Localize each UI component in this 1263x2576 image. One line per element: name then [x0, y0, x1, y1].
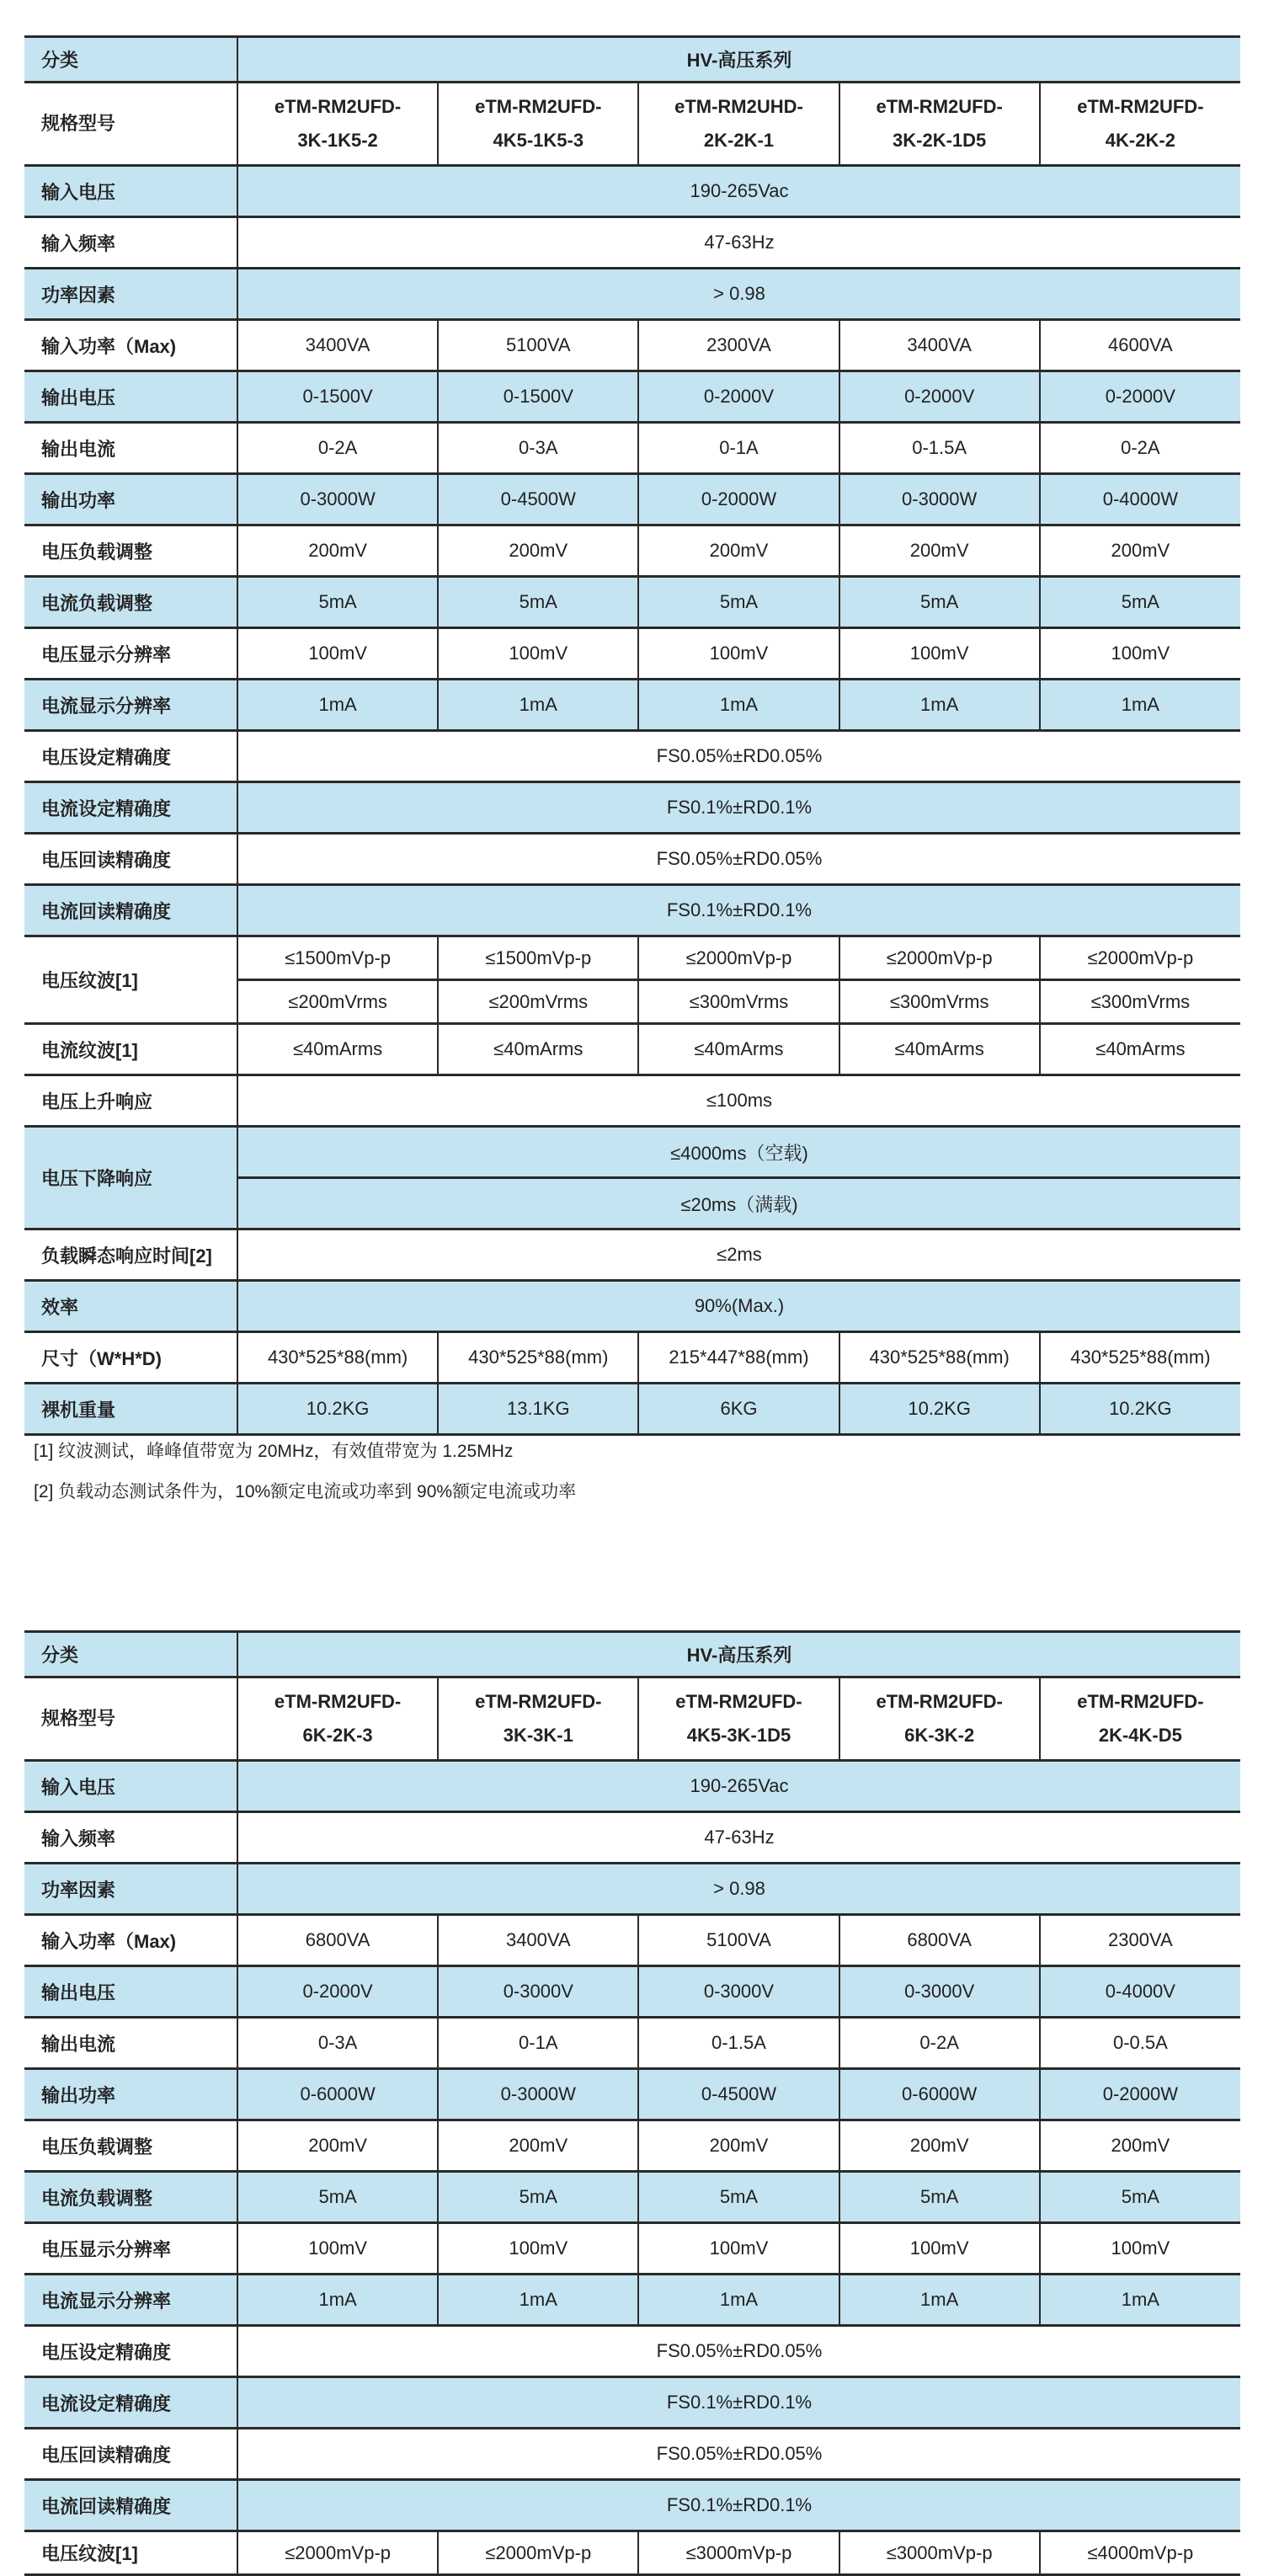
- spec-value: > 0.98: [237, 269, 1240, 320]
- spec-value: 100mV: [237, 2223, 438, 2275]
- spec-value: ≤2000mVp-p: [839, 936, 1040, 980]
- spec-value: 3400VA: [438, 1915, 638, 1966]
- spec-row: [24, 1332, 1240, 1384]
- spec-value: FS0.1%±RD0.1%: [237, 885, 1240, 936]
- spec-row: [24, 2223, 1240, 2275]
- spec-value: 0-2000V: [839, 371, 1040, 423]
- spec-value: 5mA: [438, 2172, 638, 2223]
- model-name: [1040, 83, 1240, 166]
- model-name: [438, 1677, 638, 1761]
- row-label: 尺寸（W*H*D): [24, 1332, 237, 1384]
- spec-value: 100mV: [438, 628, 638, 680]
- spec-value: 430*525*88(mm): [839, 1332, 1040, 1384]
- spec-value: 1mA: [1040, 680, 1240, 731]
- category-row: [24, 37, 1240, 83]
- model-name-line: eTM-RM2UFD-: [675, 1691, 802, 1712]
- spec-value: ≤200mVrms: [237, 980, 438, 1024]
- row-label: 电流设定精确度: [24, 2377, 237, 2429]
- spec-row: [24, 2018, 1240, 2069]
- spec-value: ≤2ms: [237, 1229, 1240, 1281]
- model-name-line: eTM-RM2UFD-: [475, 1691, 602, 1712]
- model-name: [237, 1677, 438, 1761]
- spec-value: > 0.98: [237, 1864, 1240, 1915]
- row-label: 规格型号: [24, 83, 237, 166]
- spec-value: FS0.1%±RD0.1%: [237, 782, 1240, 834]
- spec-value: 1mA: [1040, 2275, 1240, 2326]
- spec-value: ≤3000mVp-p: [839, 2531, 1040, 2575]
- model-name: [839, 83, 1040, 166]
- spec-value: ≤300mVrms: [638, 980, 839, 1024]
- spec-value: 0-3A: [237, 2018, 438, 2069]
- spec-value: FS0.05%±RD0.05%: [237, 2429, 1240, 2480]
- row-label: 电压显示分辨率: [24, 628, 237, 680]
- row-label: 规格型号: [24, 1677, 237, 1761]
- row-label: 效率: [24, 1281, 237, 1332]
- spec-value: 5mA: [438, 577, 638, 628]
- row-label: 电压纹波[1]: [24, 2531, 237, 2575]
- row-label: 负载瞬态响应时间[2]: [24, 1229, 237, 1281]
- spec-value: 200mV: [237, 525, 438, 577]
- spec-value: 200mV: [638, 525, 839, 577]
- spec-value: 0-6000W: [839, 2069, 1040, 2120]
- spec-value: 1mA: [638, 2275, 839, 2326]
- spec-value: 5100VA: [638, 1915, 839, 1966]
- footnote-1: [1] 纹波测试，峰峰值带宽为 20MHz，有效值带宽为 1.25MHz: [34, 1442, 514, 1461]
- row-label: 输入频率: [24, 1812, 237, 1864]
- spec-value: 47-63Hz: [237, 1812, 1240, 1864]
- row-label: 电压显示分辨率: [24, 2223, 237, 2275]
- row-label: 电压上升响应: [24, 1075, 237, 1127]
- spec-value: 0-0.5A: [1040, 2018, 1240, 2069]
- spec-value: FS0.05%±RD0.05%: [237, 2326, 1240, 2377]
- spec-value: 190-265Vac: [237, 166, 1240, 217]
- spec-value: 5mA: [237, 577, 438, 628]
- spec-value: 10.2KG: [237, 1384, 438, 1435]
- spec-table-1: [24, 35, 1240, 1436]
- spec-value: 2300VA: [1040, 1915, 1240, 1966]
- spec-row: [24, 782, 1240, 834]
- spec-value: 100mV: [237, 628, 438, 680]
- spec-row: [24, 166, 1240, 217]
- spec-value: 0-2000V: [1040, 371, 1240, 423]
- spec-value: 0-2000W: [638, 474, 839, 525]
- spec-value: 13.1KG: [438, 1384, 638, 1435]
- row-label: 电压负载调整: [24, 2120, 237, 2172]
- model-name: [1040, 1677, 1240, 1761]
- row-label: 电流负载调整: [24, 2172, 237, 2223]
- spec-value: 430*525*88(mm): [438, 1332, 638, 1384]
- spec-value: 430*525*88(mm): [1040, 1332, 1240, 1384]
- spec-value: ≤300mVrms: [1040, 980, 1240, 1024]
- spec-value: 100mV: [1040, 628, 1240, 680]
- spec-value: FS0.05%±RD0.05%: [237, 731, 1240, 782]
- spec-row: [24, 2120, 1240, 2172]
- spec-value: ≤3000mVp-p: [638, 2531, 839, 2575]
- row-label: 输出电压: [24, 1966, 237, 2018]
- spec-value: 3400VA: [839, 320, 1040, 371]
- model-name-line: 6K-3K-2: [904, 1725, 975, 1746]
- spec-value: 0-1.5A: [839, 423, 1040, 474]
- row-label: 分类: [24, 37, 237, 83]
- spec-value: 0-1A: [638, 423, 839, 474]
- spec-value: 5mA: [839, 2172, 1040, 2223]
- model-name-line: 6K-2K-3: [302, 1725, 373, 1746]
- row-label: 输出电流: [24, 2018, 237, 2069]
- model-name: [438, 83, 638, 166]
- spec-row: [24, 525, 1240, 577]
- spec-value: 6800VA: [237, 1915, 438, 1966]
- row-label: 输出功率: [24, 474, 237, 525]
- row-label: 输入电压: [24, 1761, 237, 1812]
- spec-value: 100mV: [638, 628, 839, 680]
- spec-row: [24, 2531, 1240, 2575]
- spec-value: 200mV: [638, 2120, 839, 2172]
- spec-value: ≤1500mVp-p: [438, 936, 638, 980]
- spec-value: 1mA: [237, 2275, 438, 2326]
- spec-value: ≤40mArms: [438, 1024, 638, 1075]
- model-name: [839, 1677, 1040, 1761]
- spec-row: [24, 1966, 1240, 2018]
- spec-row: [24, 1812, 1240, 1864]
- model-name-line: eTM-RM2UFD-: [1077, 96, 1204, 117]
- spec-value: ≤1500mVp-p: [237, 936, 438, 980]
- row-label: 电压负载调整: [24, 525, 237, 577]
- model-name-line: eTM-RM2UFD-: [876, 96, 1003, 117]
- spec-value: FS0.1%±RD0.1%: [237, 2480, 1240, 2531]
- spec-row: [24, 680, 1240, 731]
- spec-row: [24, 269, 1240, 320]
- spec-value: 215*447*88(mm): [638, 1332, 839, 1384]
- spec-value: ≤2000mVp-p: [1040, 936, 1240, 980]
- row-label: 输入功率（Max): [24, 1915, 237, 1966]
- footnotes: [34, 1432, 576, 1512]
- spec-value: 0-3000W: [839, 474, 1040, 525]
- spec-value: 0-2000V: [638, 371, 839, 423]
- spec-value: 0-3000W: [438, 2069, 638, 2120]
- spec-value: 10.2KG: [1040, 1384, 1240, 1435]
- spec-row: [24, 936, 1240, 980]
- spec-row: [24, 1761, 1240, 1812]
- row-label: 功率因素: [24, 269, 237, 320]
- spec-row: [24, 628, 1240, 680]
- spec-value: ≤2000mVp-p: [438, 2531, 638, 2575]
- spec-row: [24, 2172, 1240, 2223]
- model-name-line: 3K-3K-1: [503, 1725, 573, 1746]
- spec-value: ≤40mArms: [237, 1024, 438, 1075]
- spec-row: [24, 2429, 1240, 2480]
- spec-value: 0-3000V: [638, 1966, 839, 2018]
- row-label: 输出电压: [24, 371, 237, 423]
- model-name-line: eTM-RM2UFD-: [1077, 1691, 1204, 1712]
- spec-row: [24, 2069, 1240, 2120]
- spec-row: [24, 1864, 1240, 1915]
- spec-value: ≤200mVrms: [438, 980, 638, 1024]
- spec-value: 200mV: [839, 2120, 1040, 2172]
- spec-value: 3400VA: [237, 320, 438, 371]
- spec-row: [24, 731, 1240, 782]
- spec-value: 190-265Vac: [237, 1761, 1240, 1812]
- spec-row: [24, 834, 1240, 885]
- spec-value: 0-6000W: [237, 2069, 438, 2120]
- spec-value: 1mA: [438, 680, 638, 731]
- spec-value: 430*525*88(mm): [237, 1332, 438, 1384]
- spec-value: ≤100ms: [237, 1075, 1240, 1127]
- spec-value: 0-3000W: [237, 474, 438, 525]
- row-label: 电压设定精确度: [24, 2326, 237, 2377]
- row-label: 功率因素: [24, 1864, 237, 1915]
- spec-row: [24, 474, 1240, 525]
- spec-row: [24, 423, 1240, 474]
- spec-value: 0-4500W: [438, 474, 638, 525]
- row-label: 电流回读精确度: [24, 2480, 237, 2531]
- spec-value: 100mV: [1040, 2223, 1240, 2275]
- footnote-2: [2] 负载动态测试条件为，10%额定电流或功率到 90%额定电流或功率: [34, 1482, 577, 1501]
- spec-value: 0-1.5A: [638, 2018, 839, 2069]
- spec-value: ≤2000mVp-p: [237, 2531, 438, 2575]
- model-name-line: 4K5-3K-1D5: [686, 1725, 791, 1746]
- model-name-line: 3K-1K5-2: [297, 130, 378, 151]
- spec-value: 5mA: [638, 577, 839, 628]
- spec-value: 0-4500W: [638, 2069, 839, 2120]
- row-label: 电流显示分辨率: [24, 680, 237, 731]
- row-label: 电压回读精确度: [24, 834, 237, 885]
- model-name-line: eTM-RM2UHD-: [674, 96, 803, 117]
- spec-value: 0-2A: [237, 423, 438, 474]
- spec-value: ≤20ms（满载): [237, 1178, 1240, 1229]
- spec-value: ≤40mArms: [839, 1024, 1040, 1075]
- model-row: [24, 83, 1240, 166]
- model-name: [237, 83, 438, 166]
- spec-value: 1mA: [839, 680, 1040, 731]
- row-label: 输入功率（Max): [24, 320, 237, 371]
- spec-value: 200mV: [237, 2120, 438, 2172]
- spec-row: [24, 1075, 1240, 1127]
- spec-value: 0-2000V: [237, 1966, 438, 2018]
- spec-value: 5mA: [1040, 2172, 1240, 2223]
- spec-value: 200mV: [839, 525, 1040, 577]
- row-label: 输入电压: [24, 166, 237, 217]
- spec-value: 5mA: [237, 2172, 438, 2223]
- spec-value: FS0.1%±RD0.1%: [237, 2377, 1240, 2429]
- model-name-line: eTM-RM2UFD-: [274, 96, 402, 117]
- spec-row: [24, 1915, 1240, 1966]
- spec-value: ≤4000ms（空载): [237, 1127, 1240, 1178]
- spec-value: 1mA: [438, 2275, 638, 2326]
- spec-value: 0-3A: [438, 423, 638, 474]
- row-label: 电流显示分辨率: [24, 2275, 237, 2326]
- spec-row: [24, 2275, 1240, 2326]
- model-name-line: eTM-RM2UFD-: [876, 1691, 1003, 1712]
- spec-value: 2300VA: [638, 320, 839, 371]
- spec-value: 200mV: [1040, 2120, 1240, 2172]
- model-name-line: 2K-2K-1: [703, 130, 775, 151]
- spec-value: 1mA: [839, 2275, 1040, 2326]
- spec-row: [24, 1384, 1240, 1435]
- row-label: 电压设定精确度: [24, 731, 237, 782]
- spec-row: [24, 217, 1240, 269]
- model-name-line: eTM-RM2UFD-: [274, 1691, 402, 1712]
- spec-row: [24, 1127, 1240, 1178]
- spec-value: 4600VA: [1040, 320, 1240, 371]
- model-name-line: 3K-2K-1D5: [893, 130, 987, 151]
- spec-value: 100mV: [839, 628, 1040, 680]
- model-name: [638, 1677, 839, 1761]
- spec-value: 47-63Hz: [237, 217, 1240, 269]
- spec-value: 1mA: [237, 680, 438, 731]
- spec-value: ≤40mArms: [638, 1024, 839, 1075]
- spec-value: ≤4000mVp-p: [1040, 2531, 1240, 2575]
- row-label: 电流回读精确度: [24, 885, 237, 936]
- spec-value: 10.2KG: [839, 1384, 1040, 1435]
- spec-value: 5100VA: [438, 320, 638, 371]
- row-label: 电压下降响应: [24, 1127, 237, 1229]
- spec-row: [24, 320, 1240, 371]
- spec-value: ≤300mVrms: [839, 980, 1040, 1024]
- model-row: [24, 1677, 1240, 1761]
- spec-value: FS0.05%±RD0.05%: [237, 834, 1240, 885]
- series-name: HV-高压系列: [237, 37, 1240, 83]
- row-label: 分类: [24, 1632, 237, 1677]
- spec-value: 6KG: [638, 1384, 839, 1435]
- spec-value: 100mV: [438, 2223, 638, 2275]
- spec-value: 0-2A: [1040, 423, 1240, 474]
- spec-value: 0-4000V: [1040, 1966, 1240, 2018]
- spec-value: 0-3000V: [839, 1966, 1040, 2018]
- spec-row: [24, 2480, 1240, 2531]
- model-name-line: 2K-4K-D5: [1098, 1725, 1182, 1746]
- spec-value: 0-4000W: [1040, 474, 1240, 525]
- spec-value: ≤40mArms: [1040, 1024, 1240, 1075]
- spec-value: 5mA: [1040, 577, 1240, 628]
- spec-value: 100mV: [638, 2223, 839, 2275]
- spec-value: 0-3000V: [438, 1966, 638, 2018]
- spec-value: 90%(Max.): [237, 1281, 1240, 1332]
- model-name-line: 4K-2K-2: [1105, 130, 1175, 151]
- spec-value: 200mV: [438, 2120, 638, 2172]
- spec-row: [24, 1281, 1240, 1332]
- spec-row: [24, 2377, 1240, 2429]
- spec-value: 100mV: [839, 2223, 1040, 2275]
- spec-row: [24, 371, 1240, 423]
- row-label: 电流负载调整: [24, 577, 237, 628]
- spec-row: [24, 2326, 1240, 2377]
- row-label: 电流设定精确度: [24, 782, 237, 834]
- spec-value: 0-1A: [438, 2018, 638, 2069]
- row-label: 输入频率: [24, 217, 237, 269]
- row-label: 电压纹波[1]: [24, 936, 237, 1024]
- spec-value: 5mA: [638, 2172, 839, 2223]
- spec-row: [24, 1229, 1240, 1281]
- spec-row: [24, 885, 1240, 936]
- spec-value: 0-1500V: [237, 371, 438, 423]
- spec-value: 5mA: [839, 577, 1040, 628]
- spec-row: [24, 577, 1240, 628]
- row-label: 输出电流: [24, 423, 237, 474]
- row-label: 裸机重量: [24, 1384, 237, 1435]
- category-row: [24, 1632, 1240, 1677]
- model-name-line: 4K5-1K5-3: [493, 130, 584, 151]
- spec-value: 1mA: [638, 680, 839, 731]
- spec-row: [24, 1024, 1240, 1075]
- spec-value: 6800VA: [839, 1915, 1040, 1966]
- spec-value: 0-1500V: [438, 371, 638, 423]
- model-name: [638, 83, 839, 166]
- series-name: HV-高压系列: [237, 1632, 1240, 1677]
- row-label: 电压回读精确度: [24, 2429, 237, 2480]
- spec-value: ≤2000mVp-p: [638, 936, 839, 980]
- spec-value: 0-2000W: [1040, 2069, 1240, 2120]
- spec-value: 200mV: [438, 525, 638, 577]
- row-label: 输出功率: [24, 2069, 237, 2120]
- spec-value: 0-2A: [839, 2018, 1040, 2069]
- model-name-line: eTM-RM2UFD-: [475, 96, 602, 117]
- row-label: 电流纹波[1]: [24, 1024, 237, 1075]
- spec-table-2: [24, 1630, 1240, 2576]
- spec-value: 200mV: [1040, 525, 1240, 577]
